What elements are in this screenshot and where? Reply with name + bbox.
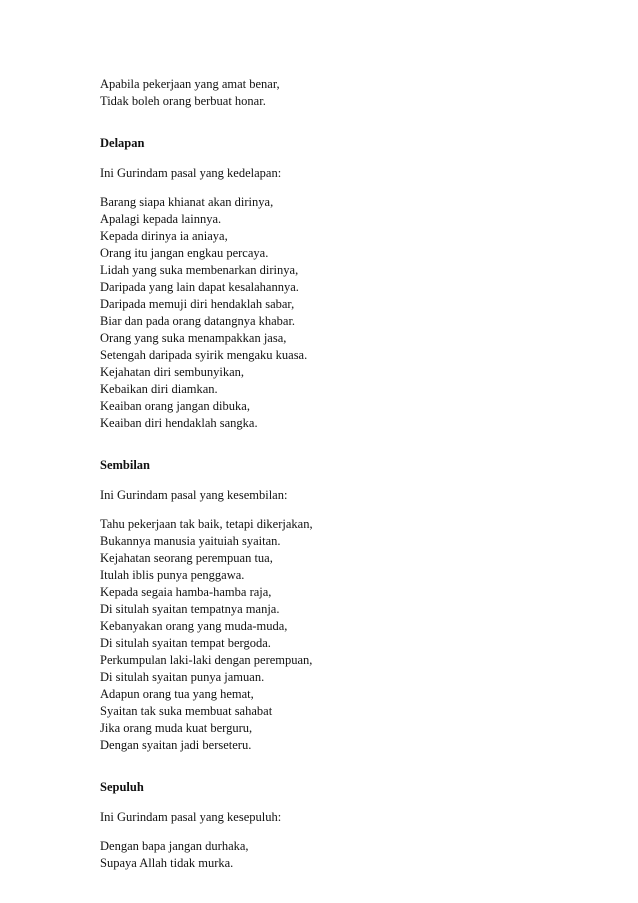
stanza-line: Daripada yang lain dapat kesalahannya. [100,280,299,294]
section-stanza-sembilan [100,516,560,754]
stanza-line: Di situlah syaitan tempatnya manja. [100,602,280,616]
section-heading-sepuluh: Sepuluh [100,780,144,794]
stanza-line: Orang yang suka menampakkan jasa, [100,331,287,345]
stanza-line: Keaiban diri hendaklah sangka. [100,416,258,430]
section-intro-sepuluh: Ini Gurindam pasal yang kesepuluh: [100,810,282,824]
section-heading-sembilan: Sembilan [100,458,151,472]
stanza-line: Syaitan tak suka membuat sahabat [100,704,273,718]
stanza-line: Lidah yang suka membenarkan dirinya, [100,263,299,277]
opening-stanza [100,76,560,110]
stanza-line: Kejahatan diri sembunyikan, [100,365,245,379]
stanza-line: Kepada dirinya ia aniaya, [100,229,228,243]
stanza-line: Orang itu jangan engkau percaya. [100,246,269,260]
stanza-line: Tahu pekerjaan tak baik, tetapi dikerjakan, [100,517,313,531]
stanza-line: Di situlah syaitan tempat bergoda. [100,636,271,650]
stanza-line: Supaya Allah tidak murka. [100,856,234,870]
stanza-line: Kepada segaia hamba-hamba raja, [100,585,272,599]
stanza-line: Di situlah syaitan punya jamuan. [100,670,265,684]
stanza-line: Itulah iblis punya penggawa. [100,568,245,582]
stanza-line: Adapun orang tua yang hemat, [100,687,254,701]
stanza-line: Dengan syaitan jadi berseteru. [100,738,252,752]
stanza-line: Kejahatan seorang perempuan tua, [100,551,273,565]
stanza-line: Kebaikan diri diamkan. [100,382,218,396]
stanza-line: Barang siapa khianat akan dirinya, [100,195,274,209]
stanza-line: Bukannya manusia yaituiah syaitan. [100,534,281,548]
stanza-line: Kebanyakan orang yang muda-muda, [100,619,288,633]
section-intro-delapan: Ini Gurindam pasal yang kedelapan: [100,166,282,180]
stanza-line: Apalagi kepada lainnya. [100,212,222,226]
stanza-line: Perkumpulan laki-laki dengan perempuan, [100,653,313,667]
stanza-line: Tidak boleh orang berbuat honar. [100,94,266,108]
stanza-line: Dengan bapa jangan durhaka, [100,839,249,853]
stanza-line: Apabila pekerjaan yang amat benar, [100,77,280,91]
stanza-line: Daripada memuji diri hendaklah sabar, [100,297,295,311]
stanza-line: Setengah daripada syirik mengaku kuasa. [100,348,308,362]
stanza-line: Jika orang muda kuat berguru, [100,721,253,735]
document-body [100,76,560,872]
stanza-line: Keaiban orang jangan dibuka, [100,399,250,413]
section-stanza-delapan [100,194,560,432]
section-stanza-sepuluh [100,838,560,872]
section-intro-sembilan: Ini Gurindam pasal yang kesembilan: [100,488,288,502]
section-heading-delapan: Delapan [100,136,145,150]
stanza-line: Biar dan pada orang datangnya khabar. [100,314,296,328]
